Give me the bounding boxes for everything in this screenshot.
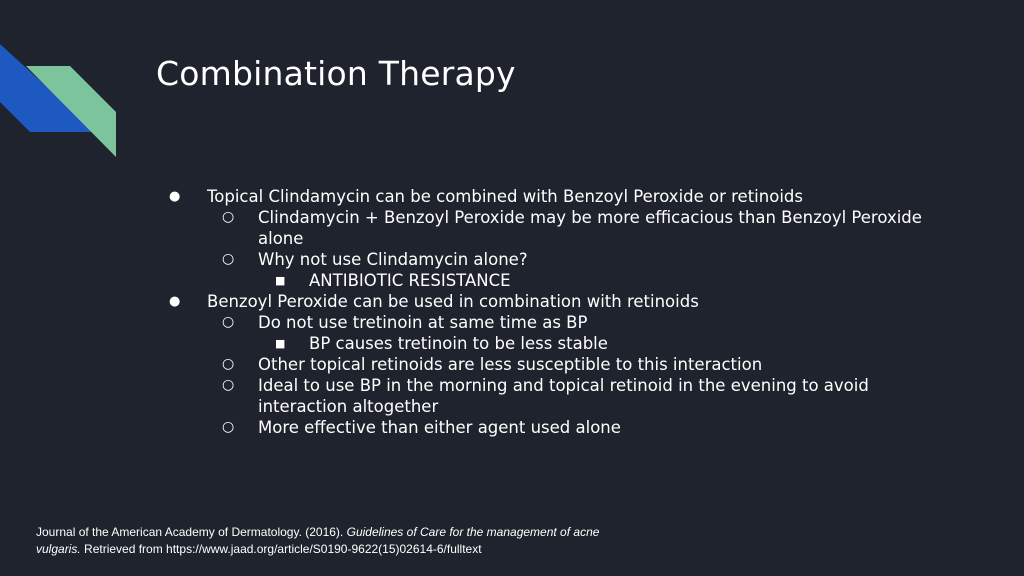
reference-prefix: Journal of the American Academy of Dermatology. (2016). (36, 525, 347, 539)
bullet-marker: ■ (275, 274, 286, 287)
bullet-marker: ● (169, 294, 181, 309)
bullet-list (0, 186, 1024, 438)
bullet-marker: ○ (222, 209, 235, 225)
bullet-item (0, 270, 1024, 291)
bullet-marker: ● (169, 189, 181, 204)
reference-title: Guidelines of Care for the management of acne vulgaris. (36, 525, 600, 556)
bullet-text: Do not use tretinoin at same time as BP (258, 313, 588, 332)
bullet-item (0, 186, 1024, 207)
slide-title: Combination Therapy (156, 54, 516, 93)
bullet-text: Ideal to use BP in the morning and topical retinoid in the evening to avoid interaction altogether (258, 376, 869, 416)
bullet-text: Benzoyl Peroxide can be used in combination with retinoids (207, 292, 699, 311)
bullet-item (0, 333, 1024, 354)
bullet-text: Why not use Clindamycin alone? (258, 250, 528, 269)
bullet-item (0, 312, 1024, 333)
bullet-item (0, 249, 1024, 270)
bullet-item (0, 375, 1024, 417)
bullet-text: ANTIBIOTIC RESISTANCE (309, 271, 511, 290)
bullet-item (0, 417, 1024, 438)
bullet-marker: ○ (222, 314, 235, 330)
bullet-text: BP causes tretinoin to be less stable (309, 334, 608, 353)
bullet-text: More effective than either agent used alone (258, 418, 621, 437)
bullet-item (0, 291, 1024, 312)
bullet-marker: ○ (222, 419, 235, 435)
bullet-marker: ○ (222, 251, 235, 267)
bullet-text: Clindamycin + Benzoyl Peroxide may be more efficacious than Benzoyl Peroxide alone (258, 208, 922, 248)
bullet-marker: ○ (222, 377, 235, 393)
corner-stripes-decoration (0, 0, 130, 170)
reference-suffix: Retrieved from https://www.jaad.org/article/S0190-9622(15)02614-6/fulltext (80, 542, 482, 556)
bullet-text: Other topical retinoids are less susceptible to this interaction (258, 355, 763, 374)
bullet-marker: ○ (222, 356, 235, 372)
bullet-item (0, 354, 1024, 375)
bullet-item (0, 207, 1024, 249)
bullet-text: Topical Clindamycin can be combined with Benzoyl Peroxide or retinoids (207, 187, 803, 206)
bullet-marker: ■ (275, 337, 286, 350)
reference-citation (36, 524, 636, 558)
